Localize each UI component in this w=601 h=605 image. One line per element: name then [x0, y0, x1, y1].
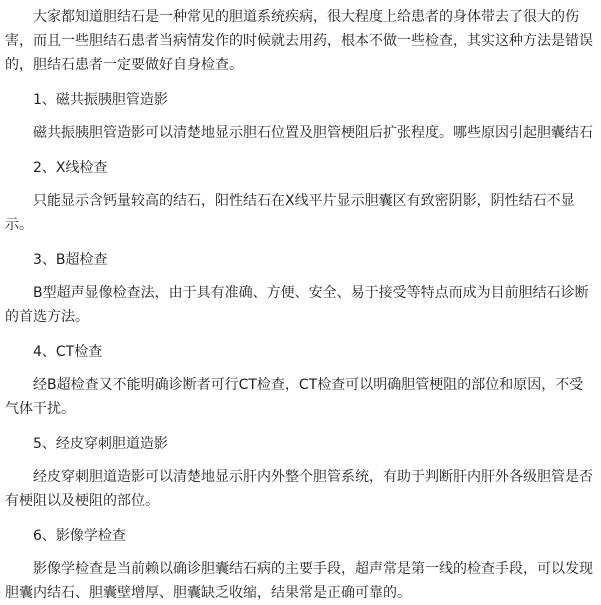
section-heading: 6、影像学检查 [33, 528, 126, 544]
section-paragraph: B型超声显像检查法，由于具有准确、方便、安全、易于接受等特点而成为目前胆结石诊断的首选方法。 [5, 285, 589, 325]
section-heading: 5、经皮穿刺胆道造影 [33, 436, 168, 452]
section-heading: 4、CT检查 [33, 344, 103, 360]
section-paragraph: 经皮穿刺胆道造影可以清楚地显示肝内外整个胆管系统，有助于判断肝内肝外各级胆管是否有梗阻以及梗阻的部位。 [5, 469, 593, 509]
section-heading: 3、B超检查 [33, 252, 108, 268]
section-paragraph: 影像学检查是当前赖以确诊胆囊结石病的主要手段，超声常是第一线的检查手段，可以发现胆囊内结石、胆囊壁增厚、胆囊缺乏收缩，结果常是正确可靠的。 [5, 561, 593, 601]
section-paragraph: 磁共振胰胆管造影可以清楚地显示胆石位置及胆管梗阻后扩张程度。哪些原因引起胆囊结石 [33, 125, 593, 141]
intro-paragraph: 大家都知道胆结石是一种常见的胆道系统疾病，很大程度上给患者的身体带去了很大的伤害，而且一些胆结石患者当病情发作的时候就去用药，根本不做一些检查，其实这种方法是错误的，胆结石患者一定要做好自身检查。 [5, 9, 593, 73]
section-paragraph: 经B超检查又不能明确诊断者可行CT检查，CT检查可以明确胆管梗阻的部位和原因，不受气体干扰。 [5, 377, 584, 417]
section-heading: 2、X线检查 [33, 160, 108, 176]
section-heading: 1、磁共振胰胆管造影 [33, 92, 168, 108]
section-paragraph: 只能显示含钙量较高的结石，阳性结石在X线平片显示胆囊区有致密阴影，阴性结石不显示。 [5, 193, 575, 233]
